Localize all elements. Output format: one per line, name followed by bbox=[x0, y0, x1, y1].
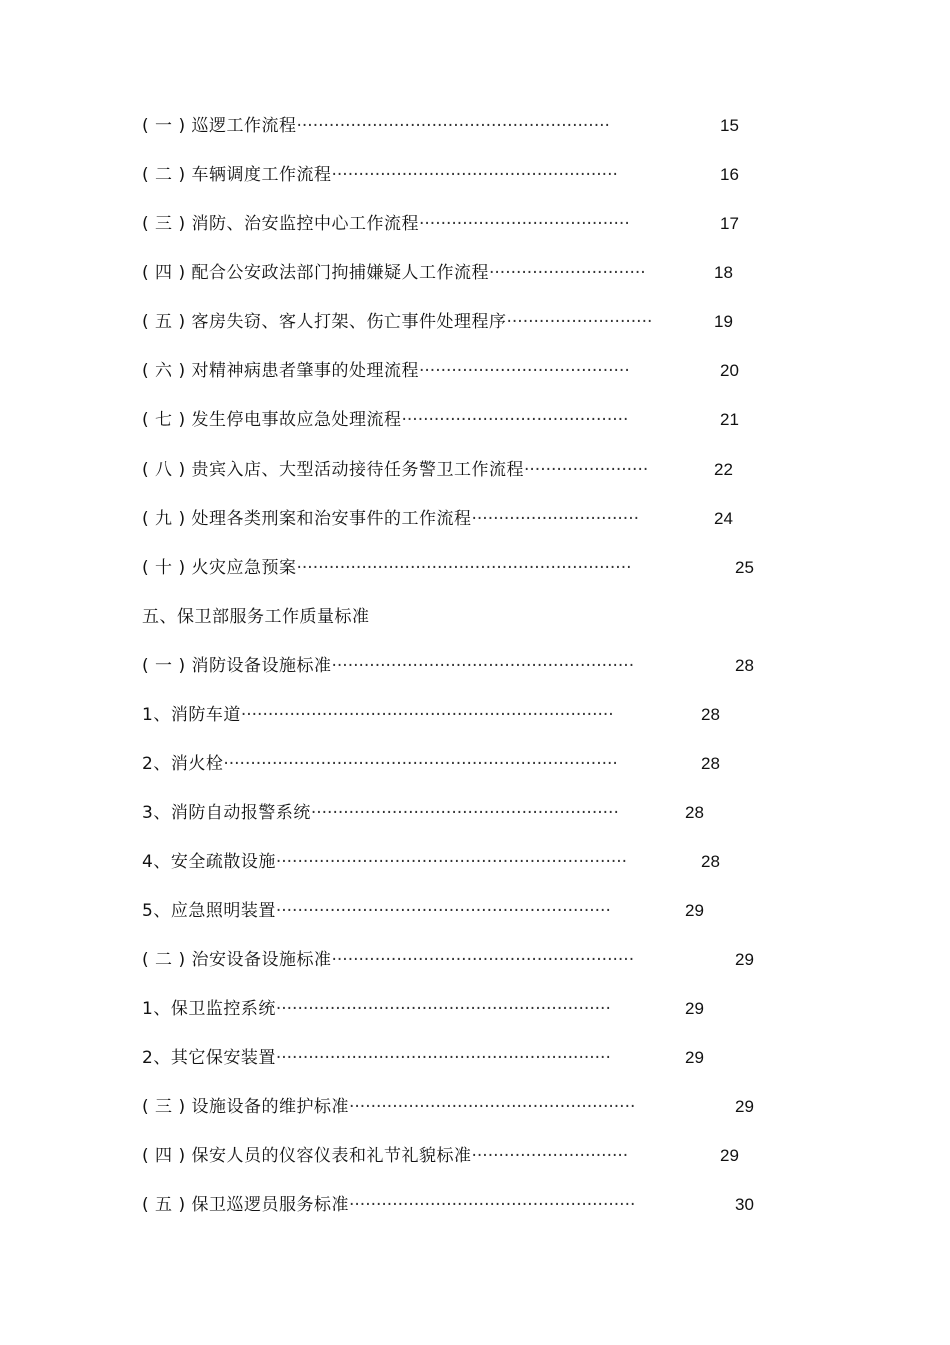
toc-page-number: 29 bbox=[735, 950, 754, 969]
toc-leader-dots: ······························································ bbox=[275, 1048, 611, 1068]
toc-leader-dots: ····························· bbox=[488, 263, 646, 283]
toc-entry-title: ( 六 ) 对精神病患者肇事的处理流程 bbox=[142, 361, 419, 381]
toc-entry-title: 5、应急照明装置 bbox=[142, 901, 276, 921]
toc-page-number: 17 bbox=[720, 214, 739, 233]
toc-page-number: 29 bbox=[735, 1097, 754, 1116]
toc-leader-dots: ····················································· bbox=[348, 1097, 636, 1117]
toc-page-number: 16 bbox=[720, 165, 739, 184]
toc-entry bbox=[142, 1141, 628, 1171]
toc-page-number: 18 bbox=[714, 263, 733, 282]
toc-entry-title: ( 五 ) 保卫巡逻员服务标准 bbox=[142, 1195, 349, 1215]
toc-section-heading bbox=[142, 602, 370, 632]
toc-entry bbox=[142, 307, 652, 337]
toc-entry bbox=[142, 455, 648, 485]
toc-leader-dots: ······································· bbox=[418, 361, 630, 381]
toc-entry bbox=[142, 405, 628, 435]
toc-page-number: 28 bbox=[685, 803, 704, 822]
toc-entry bbox=[142, 798, 619, 828]
toc-entry bbox=[142, 258, 646, 288]
toc-entry bbox=[142, 1043, 611, 1073]
toc-entry-title: ( 三 ) 设施设备的维护标准 bbox=[142, 1097, 349, 1117]
toc-leader-dots: ··························· bbox=[506, 312, 653, 332]
toc-leader-dots: ·········································· bbox=[401, 410, 629, 430]
toc-leader-dots: ······························································ bbox=[296, 558, 632, 578]
toc-entry-title: ( 二 ) 车辆调度工作流程 bbox=[142, 165, 332, 185]
toc-page-number: 25 bbox=[735, 558, 754, 577]
toc-page-number: 29 bbox=[720, 1146, 739, 1165]
toc-leader-dots: ······················· bbox=[523, 460, 649, 480]
toc-entry-title: 2、其它保安装置 bbox=[142, 1048, 276, 1068]
toc-entry-title: ( 九 ) 处理各类刑案和治安事件的工作流程 bbox=[142, 509, 472, 529]
toc-entry bbox=[142, 160, 618, 190]
toc-leader-dots: ····················································· bbox=[348, 1195, 636, 1215]
toc-leader-dots: ······························································ bbox=[275, 901, 611, 921]
toc-page-number: 28 bbox=[701, 705, 720, 724]
toc-entry bbox=[142, 1092, 635, 1122]
toc-leader-dots: ·························································· bbox=[296, 116, 610, 136]
toc-entry-title: 3、消防自动报警系统 bbox=[142, 803, 311, 823]
toc-entry-title: ( 五 ) 客房失窃、客人打架、伤亡事件处理程序 bbox=[142, 312, 507, 332]
toc-entry bbox=[142, 651, 634, 681]
toc-entry-title: ( 八 ) 贵宾入店、大型活动接待任务警卫工作流程 bbox=[142, 460, 524, 480]
toc-page-number: 21 bbox=[720, 410, 739, 429]
toc-entry bbox=[142, 553, 632, 583]
toc-entry bbox=[142, 356, 630, 386]
toc-page-number: 28 bbox=[735, 656, 754, 675]
toc-entry-title: ( 七 ) 发生停电事故应急处理流程 bbox=[142, 410, 402, 430]
toc-entry-title: ( 三 ) 消防、治安监控中心工作流程 bbox=[142, 214, 419, 234]
toc-entry bbox=[142, 945, 634, 975]
toc-entry-title: ( 四 ) 保安人员的仪容仪表和礼节礼貌标准 bbox=[142, 1146, 472, 1166]
toc-entry bbox=[142, 504, 639, 534]
toc-entry bbox=[142, 1190, 635, 1220]
toc-entry-title: 4、安全疏散设施 bbox=[142, 852, 276, 872]
toc-page-number: 29 bbox=[685, 1048, 704, 1067]
toc-page-number: 28 bbox=[701, 852, 720, 871]
toc-leader-dots: ······························································ bbox=[275, 999, 611, 1019]
toc-entry bbox=[142, 700, 614, 730]
toc-entry bbox=[142, 847, 627, 877]
toc-page-number: 29 bbox=[685, 901, 704, 920]
toc-page-number: 15 bbox=[720, 116, 739, 135]
toc-page-number: 30 bbox=[735, 1195, 754, 1214]
toc-leader-dots: ······································· bbox=[418, 214, 630, 234]
toc-entry-title: ( 一 ) 巡逻工作流程 bbox=[142, 116, 297, 136]
toc-entry bbox=[142, 209, 630, 239]
toc-leader-dots: ························································ bbox=[331, 950, 635, 970]
toc-entry-title: 1、消防车道 bbox=[142, 705, 241, 725]
toc-leader-dots: ································································· bbox=[275, 852, 628, 872]
toc-page-number: 28 bbox=[701, 754, 720, 773]
toc-entry-title: 2、消火栓 bbox=[142, 754, 224, 774]
toc-leader-dots: ························································· bbox=[310, 803, 619, 823]
toc-entry-title: ( 一 ) 消防设备设施标准 bbox=[142, 656, 332, 676]
toc-entry-title: ( 十 ) 火灾应急预案 bbox=[142, 558, 297, 578]
toc-leader-dots: ························································ bbox=[331, 656, 635, 676]
toc-entry bbox=[142, 111, 610, 141]
toc-entry-title: 1、保卫监控系统 bbox=[142, 999, 276, 1019]
toc-entry bbox=[142, 749, 618, 779]
toc-leader-dots: ····················································· bbox=[331, 165, 618, 185]
toc-page-number: 29 bbox=[685, 999, 704, 1018]
toc-leader-dots: ······························· bbox=[471, 509, 640, 529]
toc-page-number: 24 bbox=[714, 509, 733, 528]
toc-entry-title: ( 二 ) 治安设备设施标准 bbox=[142, 950, 332, 970]
toc-leader-dots: ····································································· bbox=[240, 705, 614, 725]
toc-leader-dots: ····························· bbox=[471, 1146, 629, 1166]
toc-entry bbox=[142, 994, 611, 1024]
toc-page-number: 20 bbox=[720, 361, 739, 380]
toc-page-number: 19 bbox=[714, 312, 733, 331]
toc-entry-title: 五、保卫部服务工作质量标准 bbox=[142, 607, 370, 627]
toc-entry bbox=[142, 896, 611, 926]
toc-page-number: 22 bbox=[714, 460, 733, 479]
toc-leader-dots: ········································································· bbox=[223, 754, 618, 774]
toc-entry-title: ( 四 ) 配合公安政法部门拘捕嫌疑人工作流程 bbox=[142, 263, 489, 283]
